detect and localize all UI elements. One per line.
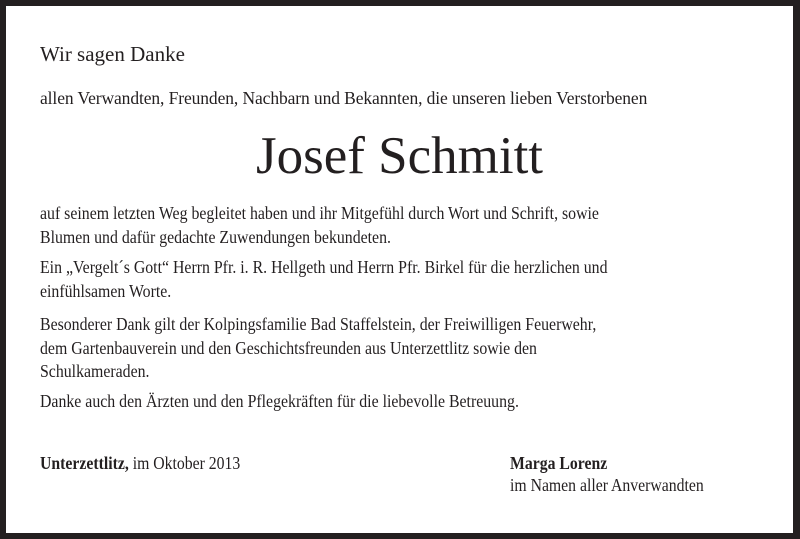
place: Unterzettlitz, bbox=[40, 453, 129, 473]
paragraph-line: Besonderer Dank gilt der Kolpingsfamilie Bad Staffelstein, der Freiwilligen Feuerwehr, bbox=[40, 314, 597, 334]
signature-block bbox=[510, 452, 704, 496]
date: im Oktober 2013 bbox=[128, 453, 241, 473]
paragraph-line: Blumen und dafür gedachte Zuwendungen bekundeten. bbox=[40, 226, 391, 247]
obituary-thank-you-notice bbox=[6, 6, 793, 533]
paragraph-line: Schulkameraden. bbox=[40, 361, 150, 381]
deceased-name: Josef Schmitt bbox=[255, 127, 544, 185]
paragraph-line: einfühlsamen Worte. bbox=[40, 280, 172, 301]
signatory-name: Marga Lorenz bbox=[510, 453, 608, 473]
paragraph-special-thanks bbox=[40, 313, 596, 384]
signatory-note: im Namen aller Anverwandten bbox=[510, 475, 704, 495]
paragraph-line: auf seinem letzten Weg begleitet haben und ihr Mitgefühl durch Wort und Schrift, sowie bbox=[40, 203, 599, 223]
notice-heading: Wir sagen Danke bbox=[40, 42, 185, 66]
paragraph-line: Ein „Vergelt´s Gott“ Herrn Pfr. i. R. Hellgeth und Herrn Pfr. Birkel für die herzlichen und bbox=[40, 257, 608, 277]
paragraph-medical-thanks bbox=[40, 390, 519, 414]
notice-intro: allen Verwandten, Freunden, Nachbarn und Bekannten, die unseren lieben Verstorbenen bbox=[40, 88, 648, 108]
place-and-date bbox=[40, 452, 240, 474]
paragraph-line: dem Gartenbauverein und den Geschichtsfreunden aus Unterzettlitz sowie den bbox=[40, 337, 537, 358]
paragraph-farewell bbox=[40, 202, 599, 249]
paragraph-line: Danke auch den Ärzten und den Pflegekräften für die liebevolle Betreuung. bbox=[40, 391, 519, 411]
paragraph-clergy-thanks bbox=[40, 256, 608, 303]
